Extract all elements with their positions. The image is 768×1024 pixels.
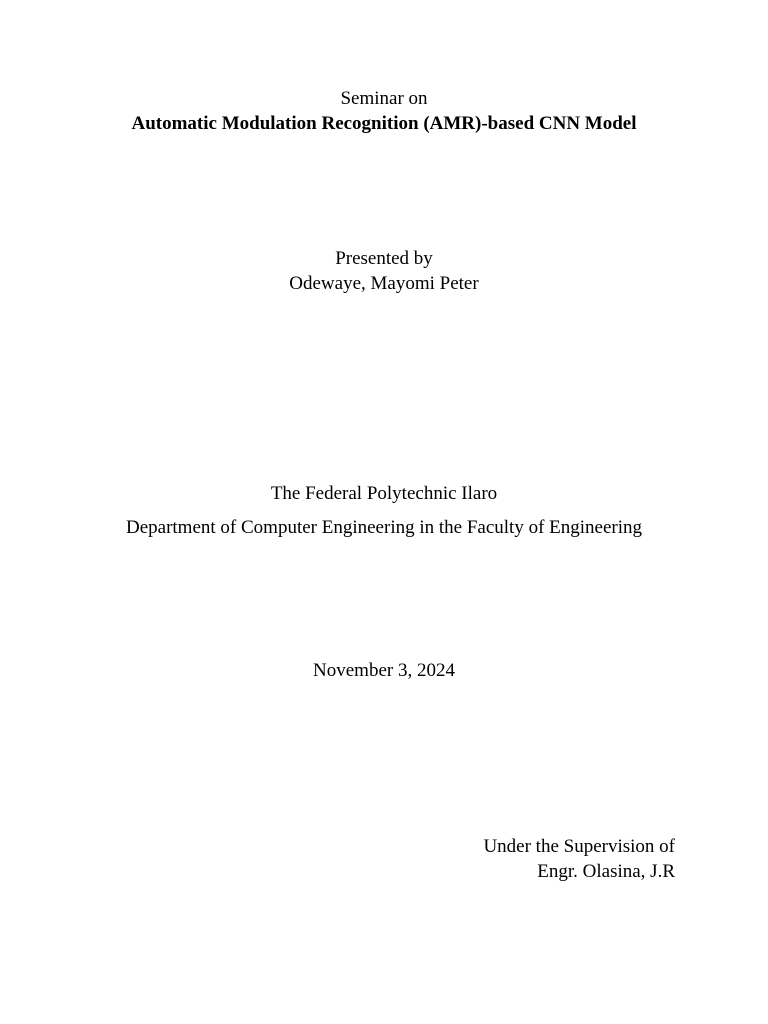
seminar-label: Seminar on (340, 88, 428, 109)
supervisor-name: Engr. Olasina, J.R (537, 861, 675, 882)
presented-by-label: Presented by (335, 248, 433, 269)
presenter-name: Odewaye, Mayomi Peter (289, 273, 479, 294)
supervision-label: Under the Supervision of (483, 836, 675, 857)
document-date: November 3, 2024 (313, 660, 455, 681)
document-title: Automatic Modulation Recognition (AMR)-based CNN Model (131, 113, 637, 134)
institution-name: The Federal Polytechnic Ilaro (270, 483, 498, 504)
department-name: Department of Computer Engineering in the Faculty of Engineering (125, 517, 643, 538)
